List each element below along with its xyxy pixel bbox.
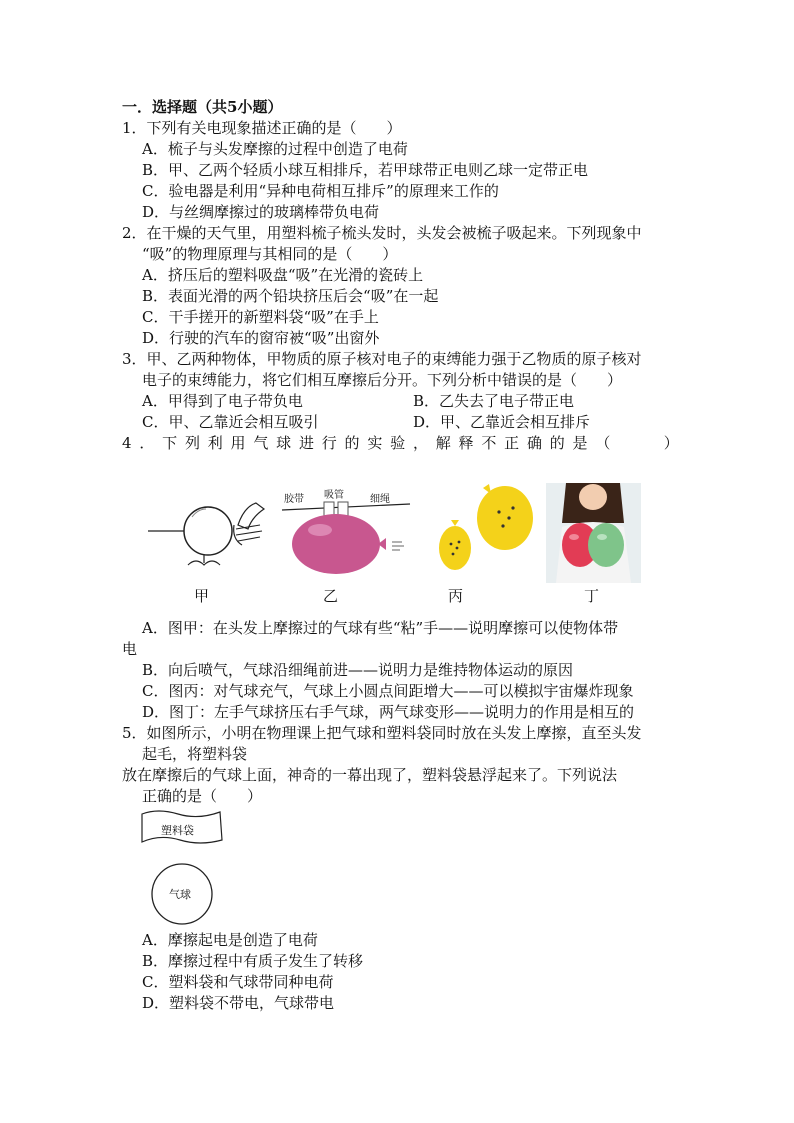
tape-label: 胶带 [284,494,304,505]
q5-option-d: D．塑料袋不带电，气球带电 [142,994,335,1012]
q3-option-a: A．甲得到了电子带负电 [142,392,303,410]
figure-ding [546,483,641,583]
q3-option-d: D．甲、乙靠近会相互排斥 [413,413,591,431]
q2-option-a: A．挤压后的塑料吸盘“吸”在光滑的瓷砖上 [142,266,424,284]
figure-jia [148,495,270,575]
section-title: 一．选择题（共5小题） [122,98,283,116]
q2-option-c: C．干手搓开的新塑料袋“吸”在手上 [142,308,379,326]
q1-option-c: C．验电器是利用“异种电荷相互排斥”的原理来工作的 [142,182,499,200]
q5-option-a: A．摩擦起电是创造了电荷 [142,931,318,949]
balloon-label: 气球 [169,888,191,901]
figure-label-yi: 乙 [323,587,339,605]
q4-option-a-line2: 电 [122,640,138,658]
q4-option-d: D．图丁：左手气球挤压右手气球，两气球变形——说明力的作用是相互的 [142,703,635,721]
straw-label: 吸管 [324,490,344,501]
q3-option-b: B．乙失去了电子带正电 [413,392,575,410]
q1-option-a: A．梳子与头发摩擦的过程中创造了电荷 [142,140,408,158]
bag-label: 塑料袋 [161,824,194,837]
q4-stem: 4．下列利用气球进行的实验，解释不正确的是（ ） [122,434,687,452]
q2-option-b: B．表面光滑的两个铅块挤压后会“吸”在一起 [142,287,439,305]
q5-stem-line4: 正确的是（ ） [142,787,263,805]
q5-stem-line1: 5．如图所示，小明在物理课上把气球和塑料袋同时放在头发上摩擦，直至头发 [122,724,642,742]
q1-option-d: D．与丝绸摩擦过的玻璃棒带负电荷 [142,203,380,221]
q2-option-d: D．行驶的汽车的窗帘被“吸”出窗外 [142,329,380,347]
q5-option-b: B．摩擦过程中有质子发生了转移 [142,952,364,970]
figure-label-jia: 甲 [194,587,210,605]
q3-option-c: C．甲、乙靠近会相互吸引 [142,413,319,431]
q5-stem-line2: 起毛，将塑料袋 [142,745,248,763]
q5-stem-line3: 放在摩擦后的气球上面，神奇的一幕出现了，塑料袋悬浮起来了。下列说法 [122,766,618,784]
rope-label: 细绳 [370,494,390,505]
figure-label-bing: 丙 [448,587,464,605]
q2-stem-line1: 2．在干燥的天气里，用塑料梳子梳头发时，头发会被梳子吸起来。下列现象中 [122,224,642,242]
figure-bing [425,482,535,580]
q4-option-b: B．向后喷气，气球沿细绳前进——说明力是维持物体运动的原因 [142,661,574,679]
q1-stem: 1．下列有关电现象描述正确的是（ ） [122,119,402,137]
q5-option-c: C．塑料袋和气球带同种电荷 [142,973,334,991]
q3-stem-line2: 电子的束缚能力，将它们相互摩擦后分开。下列分析中错误的是（ ） [142,371,623,389]
q2-stem-line2: “吸”的物理原理与其相同的是（ ） [142,245,398,263]
q3-stem-line1: 3．甲、乙两种物体，甲物质的原子核对电子的束缚能力强于乙物质的原子核对 [122,350,642,368]
q4-option-a-line1: A．图甲：在头发上摩擦过的气球有些“粘”手——说明摩擦可以使物体带 [142,619,619,637]
q1-option-b: B．甲、乙两个轻质小球互相排斥，若甲球带正电则乙球一定带正电 [142,161,589,179]
q4-option-c: C．图丙：对气球充气，气球上小圆点间距增大——可以模拟宇宙爆炸现象 [142,682,634,700]
figure-label-ding: 丁 [584,587,600,605]
